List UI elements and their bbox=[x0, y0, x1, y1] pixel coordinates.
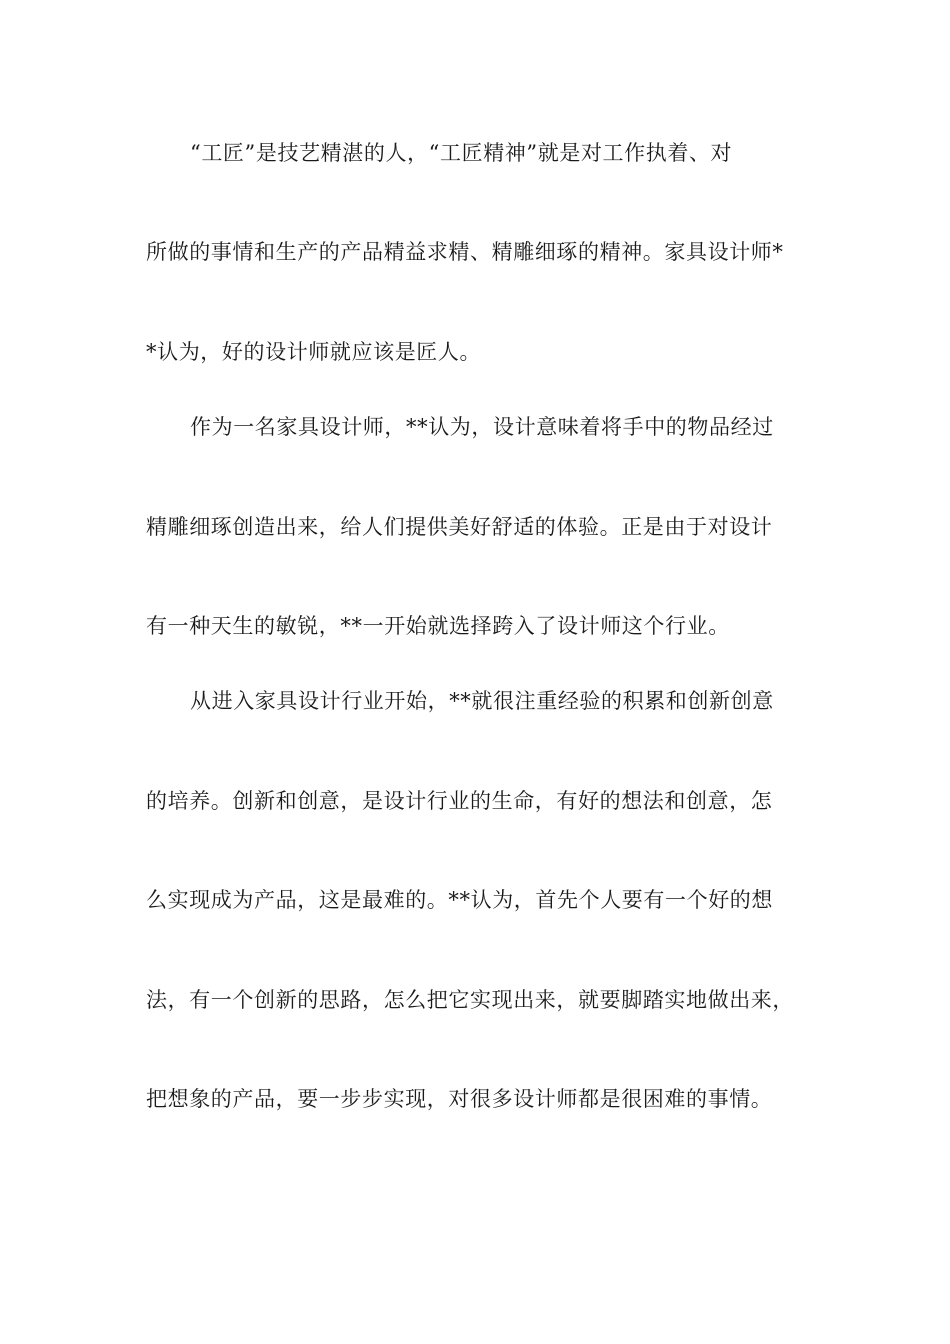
paragraph-line: 从进入家具设计行业开始，**就很注重经验的积累和创新创意 bbox=[190, 689, 774, 713]
paragraph-line: 么实现成为产品，这是最难的。**认为，首先个人要有一个好的想 bbox=[146, 888, 773, 912]
paragraph-line: 所做的事情和生产的产品精益求精、精雕细琢的精神。家具设计师* bbox=[146, 240, 784, 264]
paragraph-line: 精雕细琢创造出来，给人们提供美好舒适的体验。正是由于对设计 bbox=[146, 515, 773, 539]
paragraph-line: *认为，好的设计师就应该是匠人。 bbox=[146, 340, 482, 364]
paragraph-line: 把想象的产品，要一步步实现，对很多设计师都是很困难的事情。 bbox=[146, 1087, 773, 1111]
paragraph-line: 法，有一个创新的思路，怎么把它实现出来，就要脚踏实地做出来， bbox=[146, 988, 794, 1012]
paragraph-line: 的培养。创新和创意，是设计行业的生命，有好的想法和创意，怎 bbox=[146, 789, 773, 813]
paragraph-line: “工匠”是技艺精湛的人，“工匠精神”就是对工作执着、对 bbox=[190, 141, 733, 165]
paragraph-line: 有一种天生的敏锐，**一开始就选择跨入了设计师这个行业。 bbox=[146, 614, 730, 638]
paragraph-line: 作为一名家具设计师，**认为，设计意味着将手中的物品经过 bbox=[190, 415, 774, 439]
